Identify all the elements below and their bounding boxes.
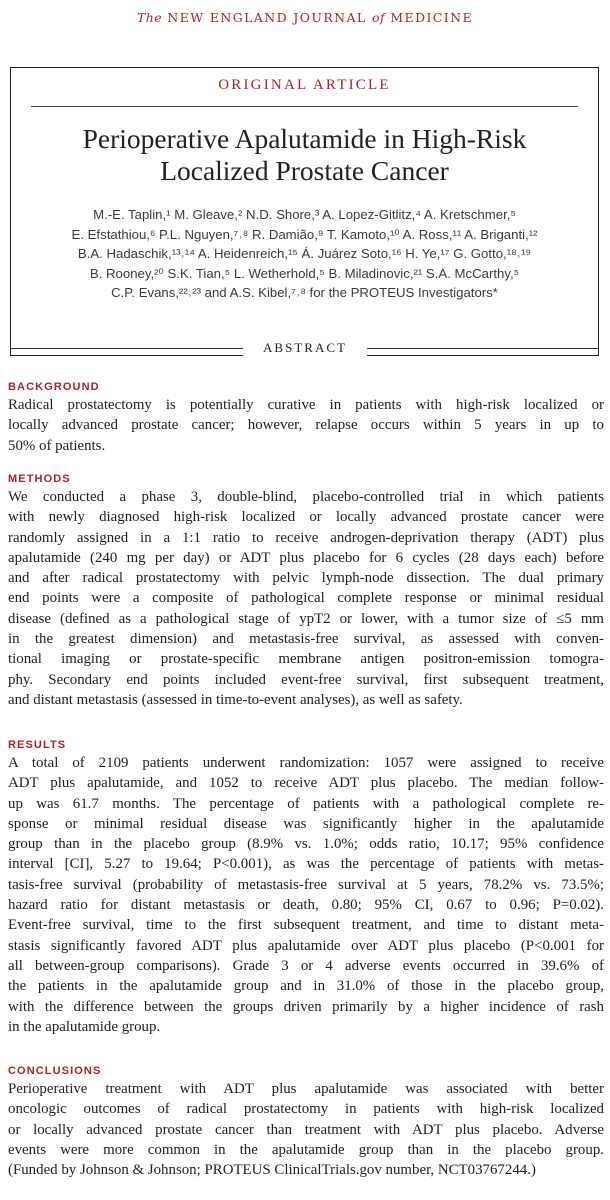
body-line: sponse or minimal residual disease was significantly higher in the apalutamide: [8, 815, 604, 832]
author-line: C.P. Evans,²²˒²³ and A.S. Kibel,⁷˒⁸ for the PROTEUS Investigators*: [111, 285, 498, 301]
section-conclusions: [8, 1063, 604, 1180]
journal-name: NEW ENGLAND JOURNAL: [167, 10, 367, 25]
author-list: [11, 205, 598, 303]
body-line: all between-group comparisons). Grade 3 or 4 adverse events occurred in 39.6% of: [8, 957, 604, 974]
body-line: phy. Secondary end points included event-free survival, first subsequent treatment,: [8, 671, 604, 688]
body-line: tional imaging or prostate-specific membrane antigen positron-emission tomogra-: [8, 651, 604, 668]
body-line: and after radical prostatectomy with pelvic lymph-node dissection. The dual primary: [8, 570, 604, 587]
body-line: in the apalutamide group.: [8, 1018, 161, 1035]
article-title: [11, 123, 598, 187]
body-line: in the greatest dimension) and metastasis-free survival, as assessed with conven-: [8, 631, 604, 648]
body-line: with newly diagnosed high-risk localized or locally advanced prostate cancer were: [8, 509, 604, 526]
body-line: events were more common in the apalutamide group than in the placebo group.: [8, 1141, 604, 1158]
journal-medicine: MEDICINE: [390, 10, 473, 25]
section-heading: RESULTS: [8, 739, 67, 751]
title-line: Localized Prostate Cancer: [160, 155, 449, 186]
body-line: hazard ratio for distant metastasis or death, 0.80; 95% CI, 0.67 to 0.96; P=0.02).: [8, 897, 604, 914]
body-line: locally advanced prostate cancer; however, relapse occurs within 5 years in up to: [8, 417, 604, 434]
body-line: 50% of patients.: [8, 437, 106, 454]
author-line: E. Efstathiou,⁶ P.L. Nguyen,⁷˒⁸ R. Damião,⁹ T. Kamoto,¹⁰ A. Ross,¹¹ A. Briganti,¹²: [71, 226, 538, 242]
body-line: interval [CI], 5.27 to 19.64; P<0.001), as was the percentage of patients with metas-: [8, 856, 604, 873]
body-line: A total of 2109 patients underwent randomization: 1057 were assigned to receive: [8, 755, 604, 771]
journal-of: of: [372, 10, 385, 25]
author-line: M.-E. Taplin,¹ M. Gleave,² N.D. Shore,³ A. Lopez-Gitlitz,⁴ A. Kretschmer,⁵: [93, 207, 516, 222]
section-body: [8, 1079, 604, 1180]
body-line: end points were a composite of pathological complete response or minimal residual: [8, 590, 604, 607]
body-line: tasis-free survival (probability of metastasis-free survival at 5 years, 78.2% vs. 73.5%;: [8, 876, 604, 893]
body-line: We conducted a phase 3, double-blind, placebo-controlled trial in which patients: [8, 489, 604, 505]
section-results: [8, 737, 604, 1037]
body-line: ADT plus apalutamide, and 1052 to receive ADT plus placebo. The median follow-: [8, 775, 604, 792]
body-line: Event-free survival, time to the first subsequent treatment, and time to distant meta-: [8, 917, 604, 934]
title-line: Perioperative Apalutamide in High-Risk: [82, 123, 527, 154]
body-line: apalutamide (240 mg per day) or ADT plus placebo for 6 cycles (28 days each) before: [8, 549, 604, 566]
author-line: B. Rooney,²⁰ S.K. Tian,⁵ L. Wetherhold,⁵ B. Miladinovic,²¹ S.A. McCarthy,⁵: [89, 265, 520, 281]
section-heading: CONCLUSIONS: [8, 1065, 102, 1077]
body-line: randomly assigned in a 1:1 ratio to receive androgen-deprivation therapy (ADT) plus: [8, 529, 604, 546]
section-body: [8, 395, 604, 456]
abstract-heading: [0, 334, 610, 364]
body-line: (Funded by Johnson & Johnson; PROTEUS ClinicalTrials.gov number, NCT03767244.): [8, 1162, 536, 1179]
section-body: [8, 753, 604, 1037]
body-line: and distant metastasis (assessed in time-to-event analyses), as well as safety.: [8, 691, 463, 708]
section-body: [8, 487, 604, 710]
body-line: group than in the placebo group (8.9% vs. 1.0%; odds ratio, 10.17; 95% confidence: [8, 836, 604, 853]
body-line: Radical prostatectomy is potentially curative in patients with high-risk localized or: [8, 397, 604, 413]
journal-masthead: [0, 0, 610, 36]
article-header-box: [10, 67, 599, 356]
article-type-divider: [31, 106, 578, 107]
body-line: the patients in the apalutamide group and in 31.0% of those in the placebo group,: [8, 978, 604, 995]
section-heading: BACKGROUND: [8, 381, 100, 393]
body-line: disease (defined as a pathological stage of ypT2 or lower, with a tumor size of ≤5 mm: [8, 610, 604, 627]
journal-the: The: [137, 10, 162, 25]
body-line: up was 61.7 months. The percentage of patients with a pathological complete re-: [8, 795, 604, 812]
body-line: Perioperative treatment with ADT plus apalutamide was associated with better: [8, 1081, 604, 1097]
abstract-label: ABSTRACT: [243, 337, 367, 359]
section-heading: METHODS: [8, 473, 71, 485]
section-background: [8, 379, 604, 456]
body-line: or locally advanced prostate cancer than treatment with ADT plus placebo. Adverse: [8, 1121, 604, 1138]
author-line: B.A. Hadaschik,¹³˒¹⁴ A. Heidenreich,¹⁵ Á. Juárez Soto,¹⁶ H. Ye,¹⁷ G. Gotto,¹⁸˒¹⁹: [77, 246, 532, 262]
body-line: oncologic outcomes of radical prostatectomy in patients with high-risk localized: [8, 1101, 604, 1118]
body-line: stasis significantly favored ADT plus apalutamide over ADT plus placebo (P<0.001 for: [8, 937, 604, 954]
article-type: ORIGINAL ARTICLE: [218, 77, 391, 93]
body-line: with the difference between the groups driven primarily by a higher incidence of rash: [8, 998, 604, 1015]
section-methods: [8, 471, 604, 710]
